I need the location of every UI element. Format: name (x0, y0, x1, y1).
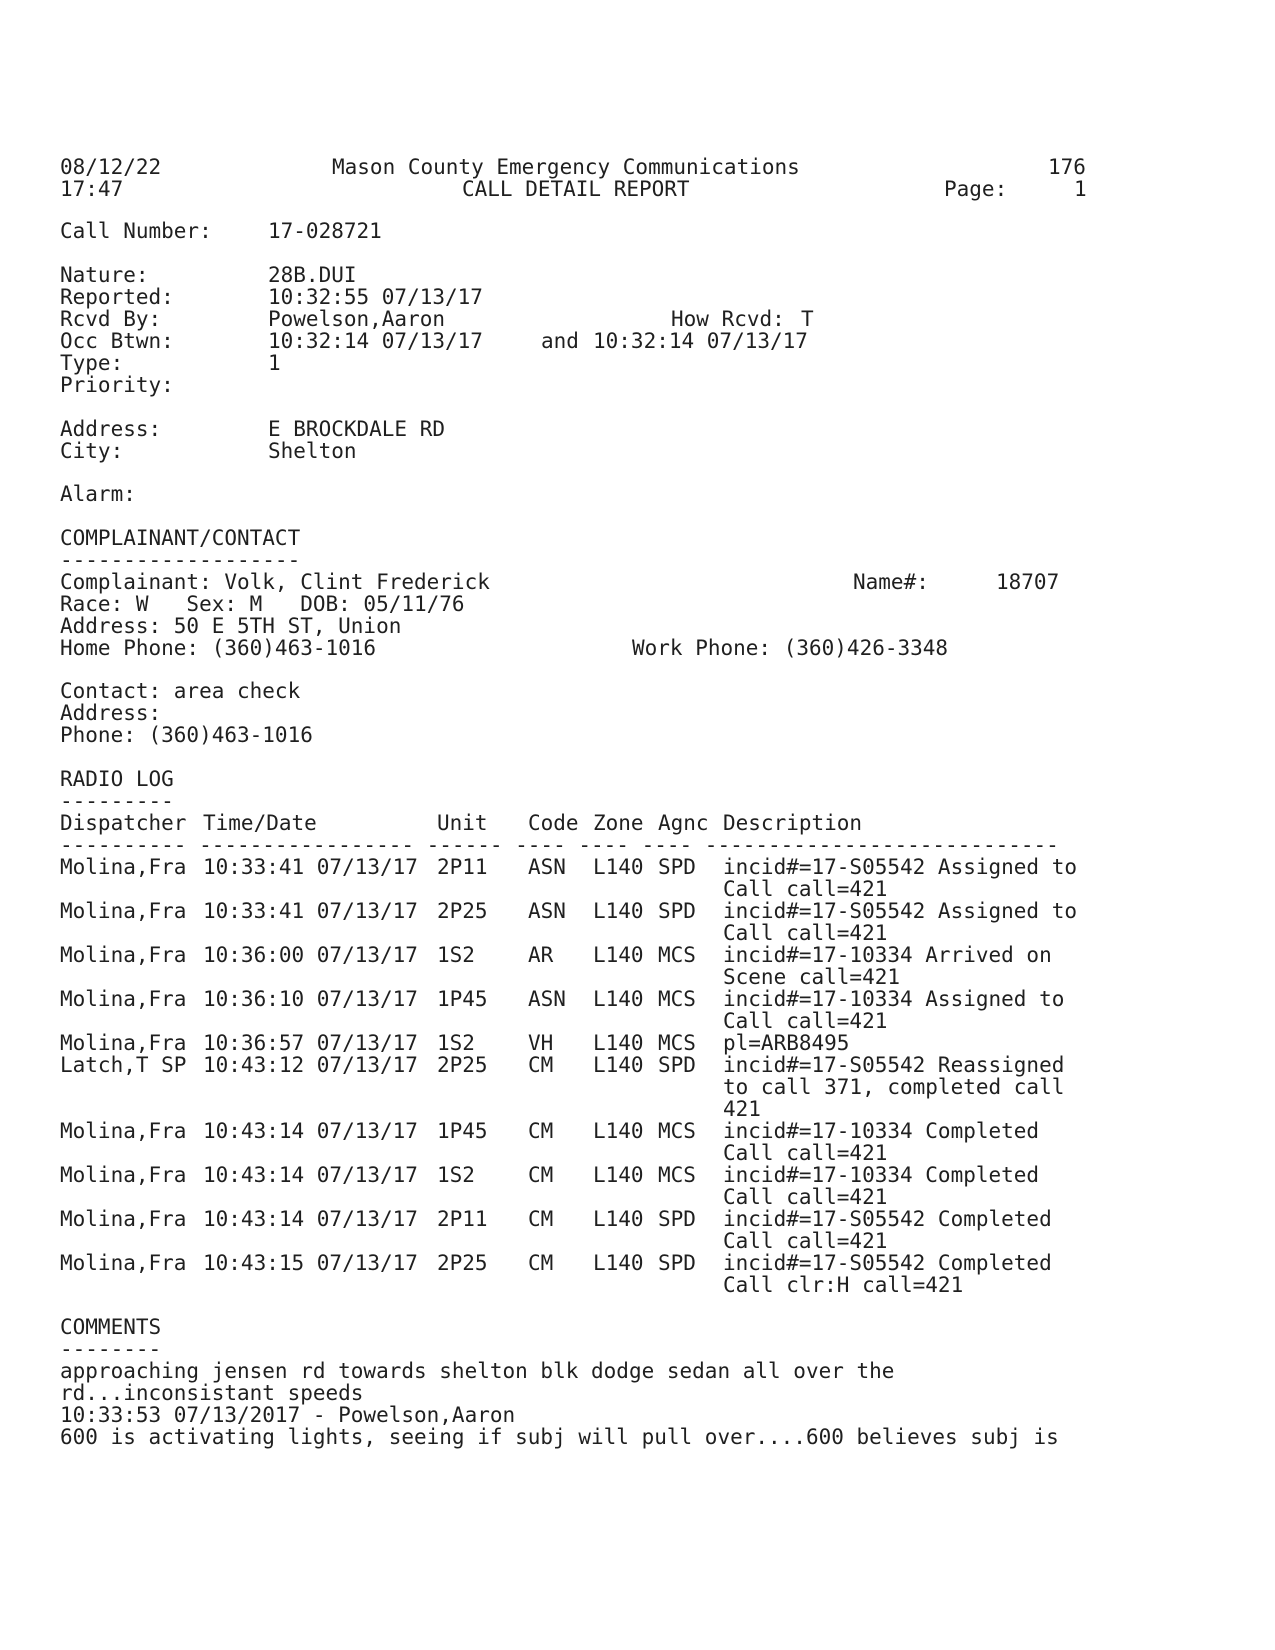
agency-cell: MCS (658, 987, 696, 1011)
rcvd-by-value: Powelson,Aaron (268, 307, 446, 331)
unit-cell: 2P11 (437, 855, 488, 879)
unit-cell: 2P25 (437, 899, 488, 923)
complainant-heading: COMPLAINANT/CONTACT (60, 526, 301, 550)
complainant-work-phone: Work Phone: (360)426-3348 (632, 636, 949, 660)
unit-cell: 1S2 (437, 943, 475, 967)
agency-cell: MCS (658, 1119, 696, 1143)
rcvd-by-label: Rcvd By: (60, 307, 162, 331)
priority-label: Priority: (60, 373, 174, 397)
description-cell: incid#=17-S05542 Assigned to (723, 899, 1078, 923)
dispatcher-cell: Molina,Fra (60, 855, 187, 879)
dispatcher-cell: Latch,T SP (60, 1053, 187, 1077)
dispatcher-cell: Molina,Fra (60, 1207, 187, 1231)
complainant-name: Complainant: Volk, Clint Frederick (60, 570, 490, 594)
zone-cell: L140 (593, 855, 644, 879)
complainant-home-phone: Home Phone: (360)463-1016 (60, 636, 377, 660)
report-time: 17:47 (60, 177, 124, 201)
time-cell: 10:43:14 07/13/17 (203, 1207, 418, 1231)
agency-cell: SPD (658, 1053, 696, 1077)
contact-phone: Phone: (360)463-1016 (60, 723, 313, 747)
description-cell: Call call=421 (723, 1141, 888, 1165)
zone-cell: L140 (593, 1251, 644, 1275)
nature-label: Nature: (60, 263, 149, 287)
reported-label: Reported: (60, 285, 174, 309)
unit-cell: 2P11 (437, 1207, 488, 1231)
description-cell: incid#=17-10334 Assigned to (723, 987, 1065, 1011)
col-unit-header: Unit (437, 811, 488, 835)
time-cell: 10:43:15 07/13/17 (203, 1251, 418, 1275)
contact-address: Address: (60, 701, 162, 725)
report-title: CALL DETAIL REPORT (462, 177, 690, 201)
description-cell: incid#=17-10334 Arrived on (723, 943, 1052, 967)
unit-cell: 2P25 (437, 1053, 488, 1077)
name-number-label: Name#: (853, 570, 929, 594)
dispatcher-cell: Molina,Fra (60, 1251, 187, 1275)
time-cell: 10:33:41 07/13/17 (203, 899, 418, 923)
unit-cell: 1P45 (437, 1119, 488, 1143)
dispatcher-cell: Molina,Fra (60, 899, 187, 923)
comment-line: 600 is activating lights, seeing if subj will pull over....600 believes subj is (60, 1425, 1059, 1449)
description-cell: 421 (723, 1097, 761, 1121)
zone-cell: L140 (593, 1163, 644, 1187)
description-cell: Call call=421 (723, 1185, 888, 1209)
alarm-label: Alarm: (60, 482, 136, 506)
time-cell: 10:36:10 07/13/17 (203, 987, 418, 1011)
complainant-rule: ------------------- (60, 548, 301, 572)
code-cell: CM (528, 1119, 554, 1143)
how-rcvd-label: How Rcvd: (671, 307, 785, 331)
dispatcher-cell: Molina,Fra (60, 1163, 187, 1187)
code-cell: CM (528, 1053, 554, 1077)
complainant-demographics: Race: W Sex: M DOB: 05/11/76 (60, 592, 465, 616)
time-cell: 10:36:57 07/13/17 (203, 1031, 418, 1055)
description-cell: Call call=421 (723, 1009, 888, 1033)
type-value: 1 (268, 351, 281, 375)
time-cell: 10:43:14 07/13/17 (203, 1163, 418, 1187)
description-cell: Call call=421 (723, 877, 888, 901)
organization-name: Mason County Emergency Communications (332, 155, 800, 179)
unit-cell: 1S2 (437, 1163, 475, 1187)
description-cell: Call call=421 (723, 921, 888, 945)
zone-cell: L140 (593, 1207, 644, 1231)
unit-cell: 2P25 (437, 1251, 488, 1275)
zone-cell: L140 (593, 899, 644, 923)
description-cell: incid#=17-S05542 Assigned to (723, 855, 1078, 879)
report-date: 08/12/22 (60, 155, 162, 179)
code-cell: CM (528, 1163, 554, 1187)
agency-cell: SPD (658, 855, 696, 879)
comments-rule: -------- (60, 1337, 162, 1361)
time-cell: 10:33:41 07/13/17 (203, 855, 418, 879)
agency-cell: MCS (658, 943, 696, 967)
zone-cell: L140 (593, 943, 644, 967)
zone-cell: L140 (593, 987, 644, 1011)
how-rcvd-value: T (801, 307, 814, 331)
radio-log-rule: --------- (60, 789, 174, 813)
dispatcher-cell: Molina,Fra (60, 987, 187, 1011)
call-number-value: 17-028721 (268, 219, 382, 243)
description-cell: incid#=17-10334 Completed (723, 1119, 1040, 1143)
unit-cell: 1S2 (437, 1031, 475, 1055)
occ-end-value: 10:32:14 07/13/17 (593, 329, 808, 353)
address-label: Address: (60, 417, 162, 441)
city-label: City: (60, 439, 124, 463)
dispatcher-cell: Molina,Fra (60, 943, 187, 967)
time-cell: 10:43:12 07/13/17 (203, 1053, 418, 1077)
type-label: Type: (60, 351, 124, 375)
code-cell: ASN (528, 987, 566, 1011)
col-agnc-header: Agnc (658, 811, 709, 835)
unit-cell: 1P45 (437, 987, 488, 1011)
complainant-address: Address: 50 E 5TH ST, Union (60, 614, 402, 638)
name-number-value: 18707 (996, 570, 1060, 594)
code-cell: ASN (528, 855, 566, 879)
description-cell: Call clr:H call=421 (723, 1273, 964, 1297)
description-cell: incid#=17-10334 Completed (723, 1163, 1040, 1187)
time-cell: 10:36:00 07/13/17 (203, 943, 418, 967)
comments-heading: COMMENTS (60, 1315, 162, 1339)
reported-value: 10:32:55 07/13/17 (268, 285, 483, 309)
agency-cell: SPD (658, 1207, 696, 1231)
col-description-header: Description (723, 811, 863, 835)
code-cell: AR (528, 943, 554, 967)
description-cell: incid#=17-S05542 Completed (723, 1251, 1052, 1275)
comment-line: approaching jensen rd towards shelton blk dodge sedan all over the (60, 1359, 895, 1383)
agency-cell: MCS (658, 1031, 696, 1055)
description-cell: incid#=17-S05542 Completed (723, 1207, 1052, 1231)
agency-cell: MCS (658, 1163, 696, 1187)
description-cell: Scene call=421 (723, 965, 901, 989)
time-cell: 10:43:14 07/13/17 (203, 1119, 418, 1143)
address-value: E BROCKDALE RD (268, 417, 446, 441)
occ-and-text: and (541, 329, 579, 353)
agency-cell: SPD (658, 1251, 696, 1275)
radio-log-heading: RADIO LOG (60, 767, 174, 791)
description-cell: pl=ARB8495 (723, 1031, 850, 1055)
page-number: 1 (1074, 177, 1087, 201)
dispatcher-cell: Molina,Fra (60, 1031, 187, 1055)
agency-cell: SPD (658, 899, 696, 923)
contact-line: Contact: area check (60, 679, 301, 703)
col-code-header: Code (528, 811, 579, 835)
dispatcher-cell: Molina,Fra (60, 1119, 187, 1143)
call-number-label: Call Number: (60, 219, 212, 243)
city-value: Shelton (268, 439, 357, 463)
zone-cell: L140 (593, 1053, 644, 1077)
col-dispatcher-header: Dispatcher (60, 811, 187, 835)
zone-cell: L140 (593, 1031, 644, 1055)
page-label: Page: (944, 177, 1008, 201)
code-cell: VH (528, 1031, 554, 1055)
description-cell: to call 371, completed call (723, 1075, 1065, 1099)
report-number: 176 (1048, 155, 1086, 179)
col-time-header: Time/Date (203, 811, 317, 835)
occ-start-value: 10:32:14 07/13/17 (268, 329, 483, 353)
zone-cell: L140 (593, 1119, 644, 1143)
occ-btwn-label: Occ Btwn: (60, 329, 174, 353)
comment-line: rd...inconsistant speeds (60, 1381, 364, 1405)
code-cell: ASN (528, 899, 566, 923)
description-cell: incid#=17-S05542 Reassigned (723, 1053, 1065, 1077)
col-zone-header: Zone (593, 811, 644, 835)
comment-line: 10:33:53 07/13/2017 - Powelson,Aaron (60, 1403, 516, 1427)
description-cell: Call call=421 (723, 1229, 888, 1253)
nature-value: 28B.DUI (268, 263, 357, 287)
radio-log-column-rule: ---------- ----------------- ------ ---- ---- ---- ---------------------------- (60, 833, 1059, 857)
code-cell: CM (528, 1251, 554, 1275)
code-cell: CM (528, 1207, 554, 1231)
